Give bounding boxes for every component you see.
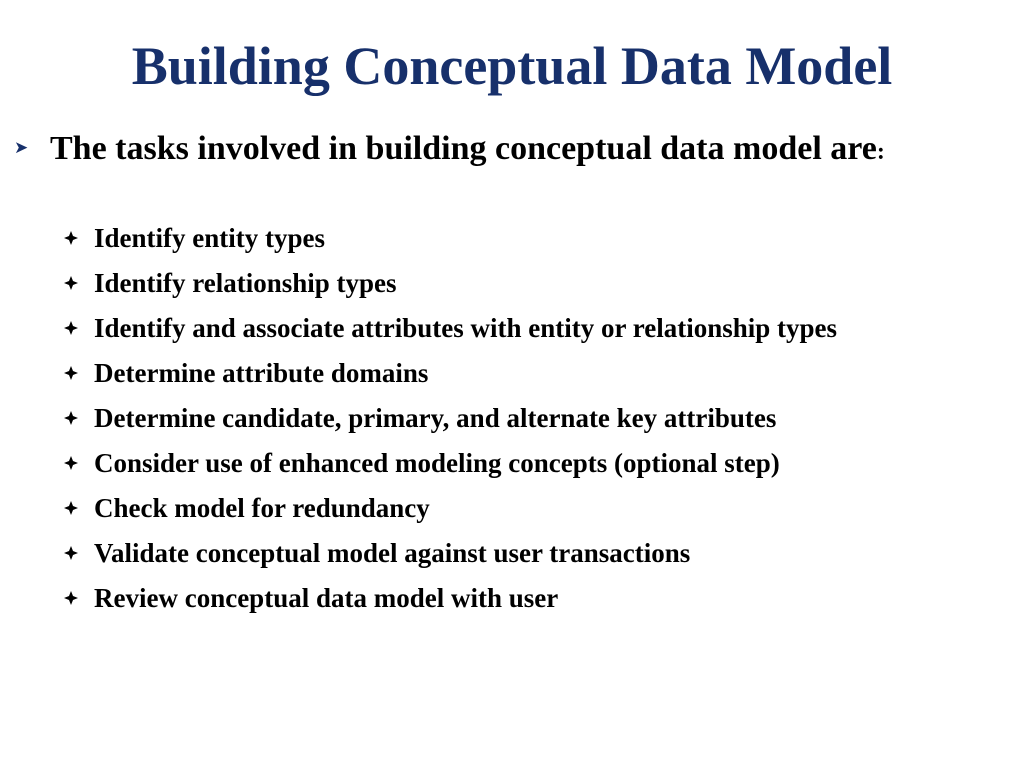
list-item bbox=[64, 445, 1008, 481]
task-text: Check model for redundancy bbox=[94, 493, 430, 523]
diamond-bullet-icon bbox=[64, 265, 94, 301]
task-text: Determine attribute domains bbox=[94, 358, 429, 388]
task-list bbox=[64, 220, 1008, 625]
list-item bbox=[64, 220, 1008, 256]
diamond-bullet-icon bbox=[64, 355, 94, 391]
main-bullet-text bbox=[50, 128, 1008, 173]
diamond-bullet-icon bbox=[64, 535, 94, 571]
list-item bbox=[64, 400, 1008, 436]
task-text: Review conceptual data model with user bbox=[94, 583, 559, 613]
intro-colon: : bbox=[876, 139, 885, 165]
diamond-bullet-icon bbox=[64, 445, 94, 481]
task-text: Identify and associate attributes with entity or relationship types bbox=[94, 313, 838, 343]
list-item bbox=[64, 310, 1008, 346]
list-item bbox=[64, 265, 1008, 301]
task-text: Determine candidate, primary, and alternate key attributes bbox=[94, 403, 777, 433]
task-text: Validate conceptual model against user transactions bbox=[94, 538, 691, 568]
main-bullet-point bbox=[14, 128, 1008, 173]
task-text: Consider use of enhanced modeling concepts (optional step) bbox=[94, 448, 780, 478]
diamond-bullet-icon bbox=[64, 490, 94, 526]
task-text: Identify relationship types bbox=[94, 268, 397, 298]
list-item bbox=[64, 535, 1008, 571]
task-text: Identify entity types bbox=[94, 223, 325, 253]
page-title: Building Conceptual Data Model bbox=[131, 36, 893, 96]
list-item bbox=[64, 355, 1008, 391]
arrow-bullet-icon: ➤ bbox=[14, 138, 29, 158]
diamond-bullet-icon bbox=[64, 220, 94, 256]
diamond-bullet-icon bbox=[64, 400, 94, 436]
list-item bbox=[64, 490, 1008, 526]
diamond-bullet-icon bbox=[64, 580, 94, 616]
diamond-bullet-icon bbox=[64, 310, 94, 346]
list-item bbox=[64, 580, 1008, 616]
intro-text: The tasks involved in building conceptual data model are bbox=[50, 130, 877, 167]
